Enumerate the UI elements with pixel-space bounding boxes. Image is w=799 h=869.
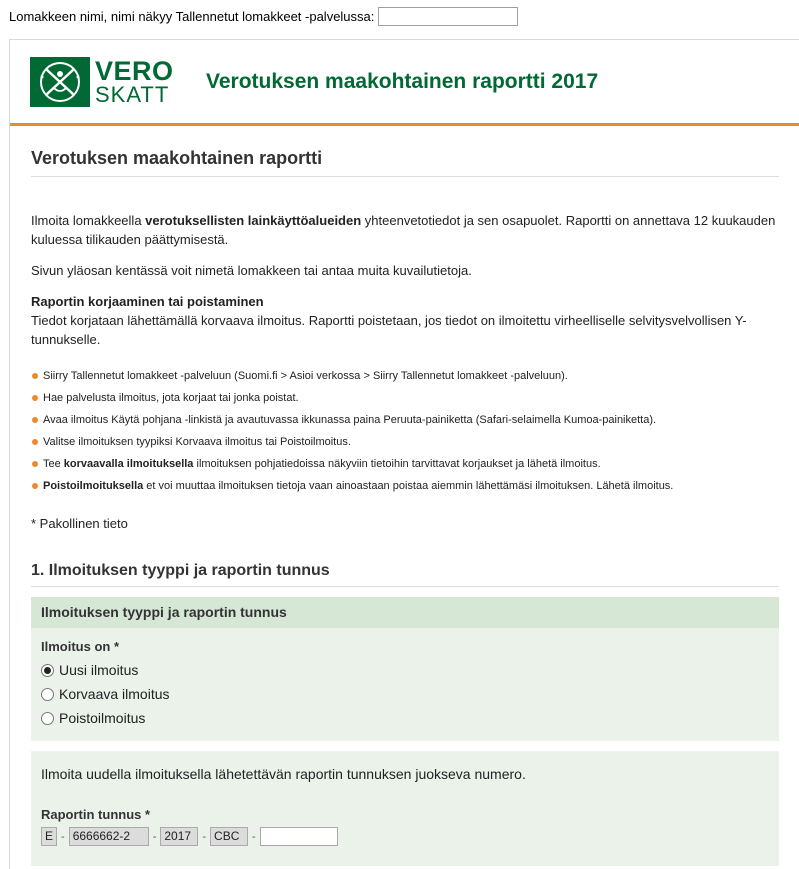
intro-paragraph: Ilmoita lomakkeella verotuksellisten lainkäyttöalueiden yhteenvetotiedot ja sen osapuolet. Raportti on annettava 12 kuukauden kuluessa tilikauden päättymisestä. [31, 213, 776, 247]
tunnus-separator: - [61, 830, 65, 843]
form-name-bar [9, 7, 518, 26]
intro-heading: Verotuksen maakohtainen raportti [31, 148, 779, 177]
tunnus-type: CBC [210, 827, 248, 846]
correction-text: Tiedot korjataan lähettämällä korvaava ilmoitus. Raportti poistetaan, jos tiedot on ilmoitettu virheelliselle selvitysvelvollisen Y-tunnukselle. [31, 313, 747, 347]
tunnus-separator: - [152, 830, 157, 843]
required-note: * Pakollinen tieto [31, 516, 128, 531]
tunnus-instruction: Ilmoita uudella ilmoituksella lähetettävän raportin tunnuksen juokseva numero. [41, 766, 526, 782]
tunnus-panel [31, 751, 779, 866]
list-item: Avaa ilmoitus Käytä pohjana -linkistä ja avautuvassa ikkunassa paina Peruuta-painiketta (Safari-selaimella Kumoa-painiketta). [31, 409, 779, 431]
tunnus-fields [41, 827, 769, 846]
tunnus-label: Raportin tunnus * [41, 807, 151, 822]
instruction-list [31, 365, 779, 497]
list-item: Siirry Tallennetut lomakkeet -palveluun (Suomi.fi > Asioi verkossa > Siirry Tallennetut lomakkeet -palveluun). [31, 365, 779, 387]
tunnus-business-id: 6666662-2 [69, 827, 149, 846]
radio-poisto[interactable]: Poistoilmoitus [41, 706, 779, 730]
list-item: Valitse ilmoituksen tyypiksi Korvaava ilmoitus tai Poistoilmoitus. [31, 431, 779, 453]
tunnus-separator: - [202, 830, 207, 843]
list-item: Tee korvaavalla ilmoituksella ilmoituksen pohjatiedoissa näkyviin tietoihin tarvittavat korjaukset ja lähetä ilmoitus. [31, 453, 779, 475]
radio-button[interactable] [41, 664, 54, 677]
correction-heading: Raportin korjaaminen tai poistaminen [31, 294, 264, 309]
form-name-input[interactable] [378, 7, 518, 26]
type-label: Ilmoitus on * [41, 639, 119, 654]
logo-vero-text: VERO [95, 55, 174, 86]
form-name-label: Lomakkeen nimi, nimi näkyy Tallennetut lomakkeet -palvelussa: [9, 9, 375, 24]
page-header [10, 40, 799, 126]
list-item: Hae palvelusta ilmoitus, jota korjaat tai jonka poistat. [31, 387, 779, 409]
radio-button[interactable] [41, 688, 54, 701]
type-panel [31, 597, 779, 741]
tunnus-number-input[interactable] [260, 827, 338, 846]
vero-emblem-icon [30, 57, 90, 107]
radio-uusi[interactable]: Uusi ilmoitus [41, 658, 779, 682]
main-content [31, 128, 779, 866]
type-panel-title: Ilmoituksen tyyppi ja raportin tunnus [31, 597, 779, 628]
tunnus-separator: - [252, 830, 256, 843]
list-item: Poistoilmoituksella et voi muuttaa ilmoituksen tietoja vaan ainoastaan poistaa aiemmin lähettämäsi ilmoituksen. Lähetä ilmoitus. [31, 475, 779, 497]
radio-korvaava[interactable]: Korvaava ilmoitus [41, 682, 779, 706]
radio-button[interactable] [41, 712, 54, 725]
vero-logo [30, 57, 183, 107]
page-title: Verotuksen maakohtainen raportti 2017 [206, 70, 599, 93]
tunnus-prefix: E [41, 827, 57, 846]
logo-skatt-text: SKATT [95, 81, 170, 107]
section-1-heading: 1. Ilmoituksen tyyppi ja raportin tunnus [31, 562, 779, 587]
tunnus-year: 2017 [160, 827, 198, 846]
intro-paragraph-2: Sivun yläosan kentässä voit nimetä lomakkeen tai antaa muita kuvailutietoja. [31, 263, 472, 278]
type-radio-group [41, 658, 779, 730]
